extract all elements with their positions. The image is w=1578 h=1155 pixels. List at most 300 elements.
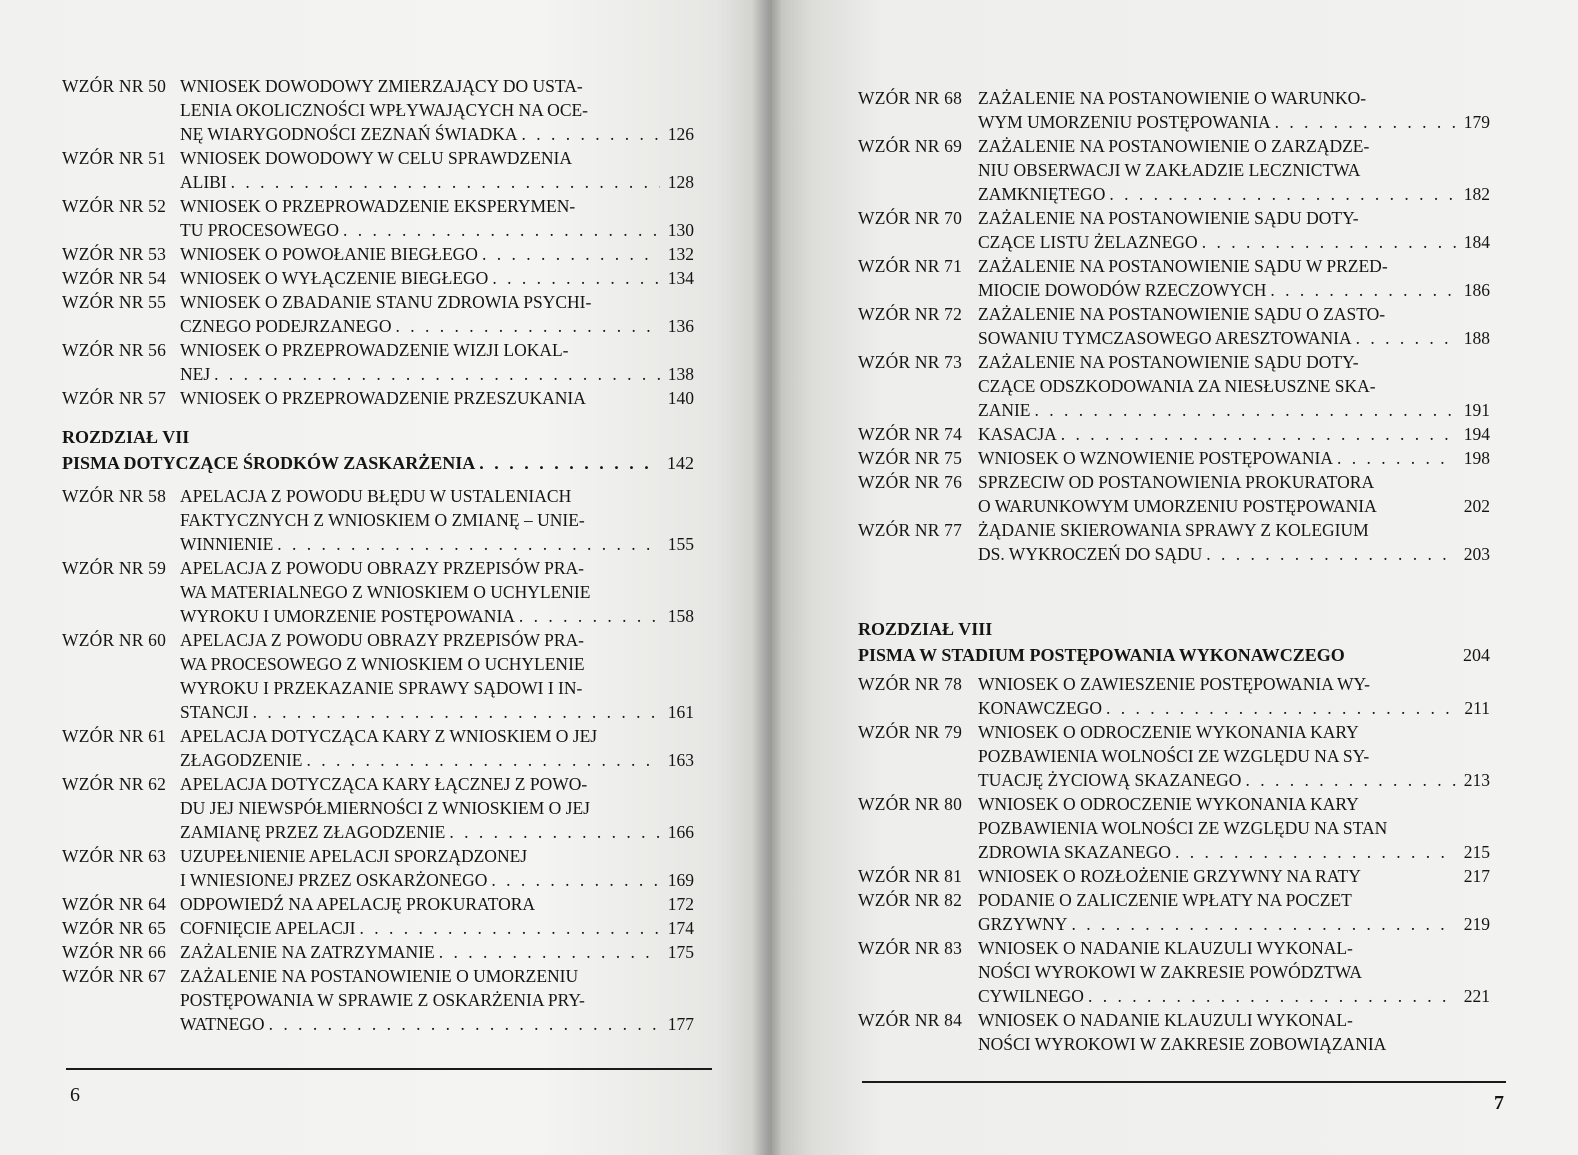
entry-title-text: ZAŻALENIE NA POSTANOWIENIE SĄDU O ZASTO- — [978, 304, 1386, 324]
entry-title-text: WYROKU I PRZEKAZANIE SPRAWY SĄDOWI I IN- — [180, 678, 583, 698]
entry-title-line — [978, 864, 1490, 888]
entry-title-text: WNIOSEK O POWOŁANIE BIEGŁEGO — [180, 244, 478, 264]
entry-label: WZÓR NR 50 — [62, 76, 167, 96]
left-page — [0, 0, 770, 1155]
toc-entry — [858, 446, 1490, 470]
entry-page-number: 219 — [1463, 914, 1490, 934]
footer-rule — [66, 1068, 712, 1070]
toc-entry — [62, 194, 694, 242]
entry-title-text: WNIOSEK O ODROCZENIE WYKONANIA KARY — [978, 722, 1359, 742]
entry-title-line — [180, 988, 694, 1012]
toc-entry — [858, 936, 1490, 1008]
entry-title-line — [978, 1032, 1490, 1056]
entry-title-line — [180, 362, 694, 386]
entry-title-text: WNIOSEK O ODROCZENIE WYKONANIA KARY — [978, 794, 1359, 814]
entry-label: WZÓR NR 69 — [858, 136, 963, 156]
entry-label: WZÓR NR 78 — [858, 674, 963, 694]
dot-leader — [306, 748, 660, 772]
entry-title-text: WA PROCESOWEGO Z WNIOSKIEM O UCHYLENIE — [180, 654, 585, 674]
toc-entry — [62, 386, 694, 410]
toc-entry — [858, 864, 1490, 888]
entry-title-line — [180, 868, 694, 892]
entry-page-number: 213 — [1463, 770, 1490, 790]
entry-title-text: TUACJĘ ŻYCIOWĄ SKAZANEGO — [978, 770, 1242, 790]
entry-title-line — [180, 194, 694, 218]
entry-title-line — [180, 122, 694, 146]
toc-entry — [62, 724, 694, 772]
dot-leader — [1061, 422, 1456, 446]
entry-title-text: APELACJA DOTYCZĄCA KARY ŁĄCZNEJ Z POWO- — [180, 774, 588, 794]
entry-title — [180, 964, 694, 1036]
entry-title — [978, 350, 1490, 422]
entry-title-text: WNIOSEK O ROZŁOŻENIE GRZYWNY NA RATY — [978, 866, 1361, 886]
entry-title-text: DU JEJ NIEWSPÓŁMIERNOŚCI Z WNIOSKIEM O JEJ — [180, 798, 590, 818]
entry-title-line — [978, 744, 1490, 768]
entry-page-number: 128 — [667, 172, 694, 192]
chapter-label: ROZDZIAŁ VIII — [858, 619, 993, 639]
entry-title-text: CYWILNEGO — [978, 986, 1084, 1006]
entry-title-line — [180, 628, 694, 652]
entry-title-text: WNIOSEK O ZBADANIE STANU ZDROWIA PSYCHI- — [180, 292, 592, 312]
entry-title-line — [978, 230, 1490, 254]
chapter-page-number: 204 — [1463, 645, 1490, 665]
entry-title-line — [180, 916, 694, 940]
entry-title-line — [978, 422, 1490, 446]
toc-entry — [858, 206, 1490, 254]
dot-leader — [1206, 542, 1456, 566]
entry-page-number: 175 — [667, 942, 694, 962]
toc-entry — [62, 964, 694, 1036]
entry-title — [978, 86, 1490, 134]
entry-title-text: NOŚCI WYROKOWI W ZAKRESIE ZOBOWIĄZANIA — [978, 1034, 1387, 1054]
entry-title-line — [978, 696, 1490, 720]
entry-title-line — [180, 748, 694, 772]
entry-label: WZÓR NR 81 — [858, 866, 963, 886]
entry-page-number: 221 — [1463, 986, 1490, 1006]
entry-title-text: CZNEGO PODEJRZANEGO — [180, 316, 392, 336]
entry-title-line — [978, 206, 1490, 230]
dot-leader — [231, 170, 660, 194]
footer-rule — [862, 1081, 1506, 1083]
entry-title-text: TU PROCESOWEGO — [180, 220, 339, 240]
entry-label: WZÓR NR 70 — [858, 208, 963, 228]
entry-title-line — [978, 326, 1490, 350]
entry-title-line — [978, 542, 1490, 566]
entry-title-text: WNIOSEK O WYŁĄCZENIE BIEGŁEGO — [180, 268, 489, 288]
entry-title-text: ZAŻALENIE NA POSTANOWIENIE SĄDU W PRZED- — [978, 256, 1388, 276]
dot-leader — [1071, 912, 1456, 936]
entry-title-text: APELACJA Z POWODU OBRAZY PRZEPISÓW PRA- — [180, 630, 584, 650]
entry-label: WZÓR NR 63 — [62, 846, 167, 866]
entry-page-number: 186 — [1463, 280, 1490, 300]
entry-title-text: ODPOWIEDŹ NA APELACJĘ PROKURATORA — [180, 894, 536, 914]
dot-leader — [1034, 398, 1456, 422]
entry-title-line — [180, 964, 694, 988]
entry-page-number: 158 — [667, 606, 694, 626]
entry-page-number: 182 — [1463, 184, 1490, 204]
entry-page-number: 184 — [1463, 232, 1490, 252]
entry-title-line — [180, 484, 694, 508]
entry-label: WZÓR NR 57 — [62, 388, 167, 408]
entry-title-text: NIU OBSERWACJI W ZAKŁADZIE LECZNICTWA — [978, 160, 1361, 180]
entry-page-number: 169 — [667, 870, 694, 890]
entry-title-line — [180, 290, 694, 314]
entry-title-text: POZBAWIENIA WOLNOŚCI ZE WZGLĘDU NA SY- — [978, 746, 1370, 766]
entry-label: WZÓR NR 82 — [858, 890, 963, 910]
entry-page-number: 211 — [1464, 698, 1490, 718]
entry-label: WZÓR NR 66 — [62, 942, 167, 962]
entry-title-line — [180, 940, 694, 964]
entry-label: WZÓR NR 52 — [62, 196, 167, 216]
entry-title — [978, 792, 1490, 864]
entry-title-line — [978, 398, 1490, 422]
entry-label: WZÓR NR 76 — [858, 472, 963, 492]
entry-label: WZÓR NR 68 — [858, 88, 963, 108]
chapter-title: PISMA DOTYCZĄCE ŚRODKÓW ZASKARŻENIA — [62, 453, 476, 473]
entry-label: WZÓR NR 58 — [62, 486, 167, 506]
entry-label: WZÓR NR 75 — [858, 448, 963, 468]
entry-title-line — [180, 604, 694, 628]
entry-title — [180, 844, 694, 892]
chapter-title-line — [858, 642, 1490, 668]
entry-title-text: APELACJA Z POWODU BŁĘDU W USTALENIACH — [180, 486, 572, 506]
entry-title — [978, 888, 1490, 936]
entry-title-text: SOWANIU TYMCZASOWEGO ARESZTOWANIA — [978, 328, 1352, 348]
toc-right — [858, 86, 1490, 1056]
entry-title — [978, 720, 1490, 792]
entry-title-line — [978, 936, 1490, 960]
dot-leader — [492, 266, 660, 290]
entry-title-line — [978, 350, 1490, 374]
entry-title-text: O WARUNKOWYM UMORZENIU POSTĘPOWANIA — [978, 496, 1377, 516]
toc-entry — [858, 470, 1490, 518]
entry-title-text: WNIOSEK DOWODOWY ZMIERZAJĄCY DO USTA- — [180, 76, 583, 96]
entry-title — [180, 916, 694, 940]
entry-page-number: 130 — [667, 220, 694, 240]
entry-title — [180, 940, 694, 964]
dot-leader — [519, 604, 660, 628]
entry-page-number: 155 — [667, 534, 694, 554]
dot-leader — [343, 218, 660, 242]
chapter-title: PISMA W STADIUM POSTĘPOWANIA WYKONAWCZEGO — [858, 645, 1345, 665]
entry-title-text: ZAŻALENIE NA ZATRZYMANIE — [180, 942, 435, 962]
entry-title-line — [978, 888, 1490, 912]
toc-entry — [62, 916, 694, 940]
entry-title — [180, 724, 694, 772]
entry-page-number: 202 — [1463, 496, 1490, 516]
page-number: 7 — [1494, 1092, 1504, 1114]
entry-label: WZÓR NR 61 — [62, 726, 167, 746]
entry-page-number: 191 — [1463, 400, 1490, 420]
entry-title-text: APELACJA DOTYCZĄCA KARY Z WNIOSKIEM O JEJ — [180, 726, 598, 746]
entry-title-text: CZĄCE ODSZKODOWANIA ZA NIESŁUSZNE SKA- — [978, 376, 1376, 396]
entry-title-line — [978, 470, 1490, 494]
toc-entry — [62, 484, 694, 556]
entry-title-text: ZDROWIA SKAZANEGO — [978, 842, 1171, 862]
entry-label: WZÓR NR 56 — [62, 340, 167, 360]
entry-title-text: FAKTYCZNYCH Z WNIOSKIEM O ZMIANĘ – UNIE- — [180, 510, 585, 530]
entry-title-text: GRZYWNY — [978, 914, 1068, 934]
entry-page-number: 132 — [667, 244, 694, 264]
dot-leader — [214, 362, 660, 386]
toc-entry — [62, 242, 694, 266]
toc-entry — [858, 518, 1490, 566]
entry-label: WZÓR NR 71 — [858, 256, 963, 276]
entry-label: WZÓR NR 72 — [858, 304, 963, 324]
entry-title-line — [978, 278, 1490, 302]
toc-entries-right-bottom — [858, 672, 1490, 1056]
book-gutter-shadow — [752, 0, 782, 1155]
entry-title — [978, 446, 1490, 470]
entry-title-line — [180, 772, 694, 796]
dot-leader — [1270, 278, 1456, 302]
entry-title-text: UZUPEŁNIENIE APELACJI SPORZĄDZONEJ — [180, 846, 528, 866]
toc-entry — [62, 892, 694, 916]
entry-label: WZÓR NR 84 — [858, 1010, 963, 1030]
entry-title-line — [978, 134, 1490, 158]
entry-page-number: 140 — [667, 388, 694, 408]
entry-label: WZÓR NR 65 — [62, 918, 167, 938]
entry-title-text: ZAŻALENIE NA POSTANOWIENIE O ZARZĄDZE- — [978, 136, 1370, 156]
entry-title — [180, 484, 694, 556]
chapter-title-line — [62, 450, 694, 476]
toc-entry — [62, 74, 694, 146]
entry-title-text: ZAŻALENIE NA POSTANOWIENIE SĄDU DOTY- — [978, 352, 1359, 372]
entry-title-line — [978, 518, 1490, 542]
toc-entry — [858, 672, 1490, 720]
dot-leader — [1245, 768, 1456, 792]
dot-leader — [1088, 984, 1456, 1008]
toc-entry — [62, 556, 694, 628]
entry-page-number: 179 — [1463, 112, 1490, 132]
entry-page-number: 161 — [667, 702, 694, 722]
entry-title-line — [180, 820, 694, 844]
entry-title — [978, 864, 1490, 888]
entry-title-line — [978, 792, 1490, 816]
entry-title-line — [180, 266, 694, 290]
entry-title-text: WNIOSEK O NADANIE KLAUZULI WYKONAL- — [978, 1010, 1353, 1030]
entry-title — [180, 266, 694, 290]
entry-title-line — [180, 796, 694, 820]
toc-entry — [62, 772, 694, 844]
entry-label: WZÓR NR 55 — [62, 292, 167, 312]
entry-title-line — [978, 984, 1490, 1008]
entry-title — [180, 338, 694, 386]
entry-title-line — [180, 218, 694, 242]
entry-title-text: ZAŻALENIE NA POSTANOWIENIE O UMORZENIU — [180, 966, 579, 986]
entry-title-text: ŻĄDANIE SKIEROWANIA SPRAWY Z KOLEGIUM — [978, 520, 1369, 540]
entry-title-line — [978, 374, 1490, 398]
toc-entry — [62, 290, 694, 338]
entry-title — [978, 672, 1490, 720]
entry-title-text: WNIOSEK O PRZEPROWADZENIE EKSPERYMEN- — [180, 196, 576, 216]
entry-title-text: LENIA OKOLICZNOŚCI WPŁYWAJĄCYCH NA OCE- — [180, 100, 589, 120]
entry-title-line — [978, 840, 1490, 864]
entry-title — [180, 772, 694, 844]
entry-title — [978, 518, 1490, 566]
entry-label: WZÓR NR 79 — [858, 722, 963, 742]
entry-title-line — [180, 146, 694, 170]
entry-title-text: PODANIE O ZALICZENIE WPŁATY NA POCZET — [978, 890, 1352, 910]
entry-title-text: ZAŻALENIE NA POSTANOWIENIE O WARUNKO- — [978, 88, 1367, 108]
entry-title-line — [180, 676, 694, 700]
entry-title-text: NĘ WIARYGODNOŚCI ZEZNAŃ ŚWIADKA — [180, 124, 518, 144]
dot-leader — [491, 868, 660, 892]
entry-title-line — [180, 580, 694, 604]
toc-entry — [858, 86, 1490, 134]
entry-title-line — [180, 170, 694, 194]
entry-title-text: STANCJI — [180, 702, 249, 722]
entry-title-text: APELACJA Z POWODU OBRAZY PRZEPISÓW PRA- — [180, 558, 584, 578]
entry-title-line — [978, 158, 1490, 182]
entry-label: WZÓR NR 64 — [62, 894, 167, 914]
entry-label: WZÓR NR 51 — [62, 148, 167, 168]
entry-title — [180, 146, 694, 194]
entry-title — [978, 422, 1490, 446]
toc-entry — [62, 266, 694, 290]
entry-title — [180, 556, 694, 628]
chapter-viii — [858, 616, 1490, 668]
entry-title-line — [180, 556, 694, 580]
entry-title — [978, 134, 1490, 206]
entry-title-line — [180, 532, 694, 556]
entry-title-text: ZAMIANĘ PRZEZ ZŁAGODZENIE — [180, 822, 446, 842]
dot-leader — [395, 314, 660, 338]
entry-title-line — [978, 494, 1490, 518]
entry-page-number: 188 — [1463, 328, 1490, 348]
entry-title-text: WNIOSEK O PRZEPROWADZENIE PRZESZUKANIA — [180, 388, 586, 408]
entry-title-line — [180, 74, 694, 98]
entry-label: WZÓR NR 80 — [858, 794, 963, 814]
entry-page-number: 177 — [667, 1014, 694, 1034]
toc-entry — [858, 302, 1490, 350]
entry-title-text: WA MATERIALNEGO Z WNIOSKIEM O UCHYLENIE — [180, 582, 591, 602]
entry-title-line — [978, 672, 1490, 696]
entry-title — [180, 628, 694, 724]
entry-title-text: MIOCIE DOWODÓW RZECZOWYCH — [978, 280, 1267, 300]
toc-entry — [62, 146, 694, 194]
entry-title-text: ZAŻALENIE NA POSTANOWIENIE SĄDU DOTY- — [978, 208, 1359, 228]
entry-page-number: 198 — [1463, 448, 1490, 468]
entry-page-number: 215 — [1463, 842, 1490, 862]
entry-title-text: WNIOSEK O ZAWIESZENIE POSTĘPOWANIA WY- — [978, 674, 1370, 694]
toc-entry — [858, 792, 1490, 864]
entry-title-text: WNIOSEK O NADANIE KLAUZULI WYKONAL- — [978, 938, 1353, 958]
entry-label: WZÓR NR 62 — [62, 774, 167, 794]
entry-title-line — [180, 338, 694, 362]
entry-title — [180, 290, 694, 338]
entry-title-text: POZBAWIENIA WOLNOŚCI ZE WZGLĘDU NA STAN — [978, 818, 1388, 838]
entry-label: WZÓR NR 59 — [62, 558, 167, 578]
entry-page-number: 217 — [1463, 866, 1490, 886]
entry-title-text: ZANIE — [978, 400, 1031, 420]
toc-entry — [62, 844, 694, 892]
chapter-page-number: 142 — [667, 453, 694, 473]
entry-title — [978, 302, 1490, 350]
entry-page-number: 126 — [667, 124, 694, 144]
entry-label: WZÓR NR 60 — [62, 630, 167, 650]
entry-title-line — [978, 768, 1490, 792]
toc-entry — [62, 940, 694, 964]
entry-title-line — [180, 508, 694, 532]
entry-title-text: ZŁAGODZENIE — [180, 750, 303, 770]
entry-label: WZÓR NR 74 — [858, 424, 963, 444]
entry-title-line — [180, 314, 694, 338]
dot-leader — [449, 820, 660, 844]
entry-title — [180, 74, 694, 146]
toc-entries-left-bottom — [62, 484, 694, 1036]
toc-entry — [62, 338, 694, 386]
entry-title-text: WATNEGO — [180, 1014, 265, 1034]
toc-entry — [858, 422, 1490, 446]
entry-title-line — [978, 1008, 1490, 1032]
toc-entry — [858, 1008, 1490, 1056]
entry-title-text: WINNIENIE — [180, 534, 274, 554]
entry-title — [180, 242, 694, 266]
entry-title-text: KONAWCZEGO — [978, 698, 1102, 718]
entry-title — [978, 254, 1490, 302]
chapter-vii — [62, 424, 694, 476]
dot-leader — [360, 916, 661, 940]
entry-title-line — [180, 844, 694, 868]
dot-leader — [482, 242, 660, 266]
entry-title-line — [180, 1012, 694, 1036]
dot-leader — [269, 1012, 660, 1036]
entry-label: WZÓR NR 67 — [62, 966, 167, 986]
entry-title-text: WNIOSEK O PRZEPROWADZENIE WIZJI LOKAL- — [180, 340, 569, 360]
dot-leader — [1109, 182, 1456, 206]
entry-title-text: WYM UMORZENIU POSTĘPOWANIA — [978, 112, 1271, 132]
entry-title-text: WNIOSEK DOWODOWY W CELU SPRAWDZENIA — [180, 148, 572, 168]
chapter-label: ROZDZIAŁ VII — [62, 427, 190, 447]
entry-title-line — [978, 302, 1490, 326]
entry-label: WZÓR NR 73 — [858, 352, 963, 372]
entry-page-number: 166 — [667, 822, 694, 842]
page-number: 6 — [70, 1084, 80, 1106]
toc-entry — [858, 134, 1490, 206]
entry-title-line — [180, 700, 694, 724]
entry-page-number: 172 — [667, 894, 694, 914]
entry-title-line — [180, 98, 694, 122]
entry-title-line — [180, 386, 694, 410]
dot-leader — [1175, 840, 1456, 864]
entry-title-text: DS. WYKROCZEŃ DO SĄDU — [978, 544, 1203, 564]
entry-title-line — [978, 86, 1490, 110]
entry-title — [180, 194, 694, 242]
entry-title — [180, 892, 694, 916]
entry-page-number: 203 — [1463, 544, 1490, 564]
entry-label: WZÓR NR 83 — [858, 938, 963, 958]
entry-page-number: 134 — [667, 268, 694, 288]
entry-title-line — [180, 892, 694, 916]
entry-title-line — [978, 960, 1490, 984]
entry-title-line — [978, 446, 1490, 470]
dot-leader — [1106, 696, 1456, 720]
toc-entry — [858, 888, 1490, 936]
dot-leader — [522, 122, 661, 146]
toc-entries-left-top — [62, 74, 694, 410]
entry-title-text: KASACJA — [978, 424, 1057, 444]
entry-title-line — [978, 912, 1490, 936]
dot-leader — [253, 700, 660, 724]
toc-left — [62, 74, 694, 1036]
entry-title-line — [978, 816, 1490, 840]
toc-entry — [858, 350, 1490, 422]
entry-title — [978, 470, 1490, 518]
dot-leader — [439, 940, 660, 964]
entry-title-text: I WNIESIONEJ PRZEZ OSKARŻONEGO — [180, 870, 488, 890]
entry-title-text: NEJ — [180, 364, 211, 384]
